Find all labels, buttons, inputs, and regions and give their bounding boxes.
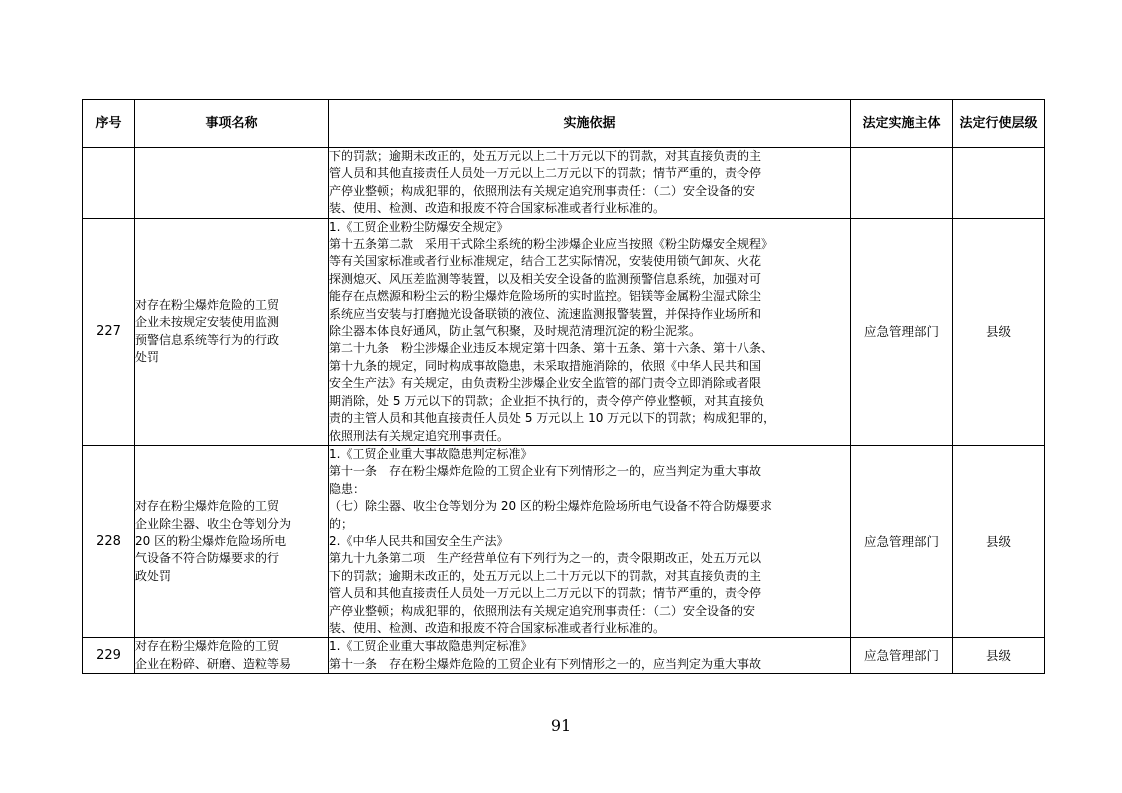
header-item-name: 事项名称 [135,100,329,148]
level-cell: 县级 [953,218,1045,445]
basis-line: 第十一条 存在粉尘爆炸危险的工贸企业有下列情形之一的，应当判定为重大事故 [329,656,762,671]
authority-cell: 应急管理部门 [851,218,953,445]
level-cell: 县级 [953,638,1045,674]
header-level: 法定行使层级 [953,100,1045,148]
item-name-cell [135,445,329,637]
basis-cell [329,218,851,445]
basis-line: 1.《工贸企业重大事故隐患判定标准》 [329,639,533,654]
item-name-cell [135,638,329,674]
table-row [83,218,1045,445]
item-name-cell [135,218,329,445]
header-seq: 序号 [83,100,135,148]
basis-cell [329,445,851,637]
row-number: 228 [83,445,135,637]
item-name-line: 处罚 [135,350,160,365]
item-name-line: 预警信息系统等行为的行政 [135,332,280,347]
basis-line: 管人员和其他直接责任人员处一万元以上二万元以下的罚款；情节严重的，责令停 [329,586,762,601]
header-basis: 实施依据 [329,100,851,148]
basis-line: 下的罚款；逾期未改正的，处五万元以上二十万元以下的罚款，对其直接负责的主 [329,568,762,583]
basis-line: 2.《中华人民共和国安全生产法》 [329,533,509,548]
basis-line: 隐患： [329,481,366,496]
authority-cell [851,148,953,219]
item-name-line: 对存在粉尘爆炸危险的工贸 [135,499,280,514]
item-name-line: 气设备不符合防爆要求的行 [135,551,280,566]
level-cell [953,148,1045,219]
basis-line: 下的罚款；逾期未改正的，处五万元以上二十万元以下的罚款，对其直接负责的主 [329,149,762,163]
row-number [83,148,135,219]
basis-line: 能存在点燃源和粉尘云的粉尘爆炸危险场所的实时监控。铝镁等金属粉尘湿式除尘 [329,289,762,304]
item-name-line: 20 区的粉尘爆炸危险场所电 [135,533,287,548]
basis-line: 管人员和其他直接责任人员处一万元以上二万元以下的罚款；情节严重的，责令停 [329,166,762,181]
basis-line: 的； [329,516,354,531]
basis-line: 1.《工贸企业粉尘防爆安全规定》 [329,219,509,234]
page-number: 91 [550,716,572,735]
item-name-line: 企业除尘器、收尘仓等划分为 [135,516,292,531]
row-number: 229 [83,638,135,674]
table-row [83,638,1045,674]
basis-line: （七）除尘器、收尘仓等划分为 20 区的粉尘爆炸危险场所电气设备不符合防爆要求 [329,499,772,514]
row-number: 227 [83,218,135,445]
authority-cell: 应急管理部门 [851,445,953,637]
basis-line: 第十九条的规定，同时构成事故隐患，未采取措施消除的，依照《中华人民共和国 [329,358,762,373]
basis-line: 责的主管人员和其他直接责任人员处 5 万元以上 10 万元以下的罚款；构成犯罪的， [329,411,776,426]
basis-cell [329,148,851,219]
basis-line: 第九十九条第二项 生产经营单位有下列行为之一的，责令限期改正，处五万元以 [329,551,762,566]
basis-line: 安全生产法》有关规定，由负责粉尘涉爆企业安全监管的部门责令立即消除或者限 [329,376,762,391]
basis-line: 探测熄灭、风压差监测等装置，以及相关安全设备的监测预警信息系统，加强对可 [329,271,762,286]
regulation-table [82,99,1045,674]
item-name-line: 企业未按规定安装使用监测 [135,315,280,330]
basis-line: 期消除，处 5 万元以下的罚款；企业拒不执行的，责令停产停业整顿，对其直接负 [329,393,765,408]
basis-line: 装、使用、检测、改造和报废不符合国家标准或者行业标准的。 [329,620,666,635]
item-name-line: 对存在粉尘爆炸危险的工贸 [135,639,280,654]
basis-line: 产停业整顿；构成犯罪的，依照刑法有关规定追究刑事责任：（二）安全设备的安 [329,183,756,198]
table-header-row [83,100,1045,148]
item-name-line: 对存在粉尘爆炸危险的工贸 [135,297,280,312]
basis-cell [329,638,851,674]
basis-line: 1.《工贸企业重大事故隐患判定标准》 [329,446,533,461]
authority-cell: 应急管理部门 [851,638,953,674]
basis-line: 第二十九条 粉尘涉爆企业违反本规定第十四条、第十五条、第十六条、第十八条、 [329,341,774,356]
basis-line: 等有关国家标准或者行业标准规定，结合工艺实际情况，安装使用锁气卸灰、火花 [329,254,762,269]
table-row [83,148,1045,219]
basis-line: 装、使用、检测、改造和报废不符合国家标准或者行业标准的。 [329,201,666,216]
basis-line: 第十一条 存在粉尘爆炸危险的工贸企业有下列情形之一的，应当判定为重大事故 [329,464,762,479]
level-cell: 县级 [953,445,1045,637]
item-name-line: 政处罚 [135,568,172,583]
item-name-line: 企业在粉碎、研磨、造粒等易 [135,656,292,671]
basis-line: 第十五条第二款 采用干式除尘系统的粉尘涉爆企业应当按照《粉尘防爆安全规程》 [329,237,774,252]
basis-line: 依照刑法有关规定追究刑事责任。 [329,428,510,443]
header-authority: 法定实施主体 [851,100,953,148]
basis-line: 产停业整顿；构成犯罪的，依照刑法有关规定追究刑事责任：（二）安全设备的安 [329,603,756,618]
table-row [83,445,1045,637]
item-name-cell [135,148,329,219]
basis-line: 系统应当安装与打磨抛光设备联锁的液位、流速监测报警装置，并保持作业场所和 [329,306,762,321]
basis-line: 除尘器本体良好通风，防止氢气积聚，及时规范清理沉淀的粉尘泥浆。 [329,324,702,339]
